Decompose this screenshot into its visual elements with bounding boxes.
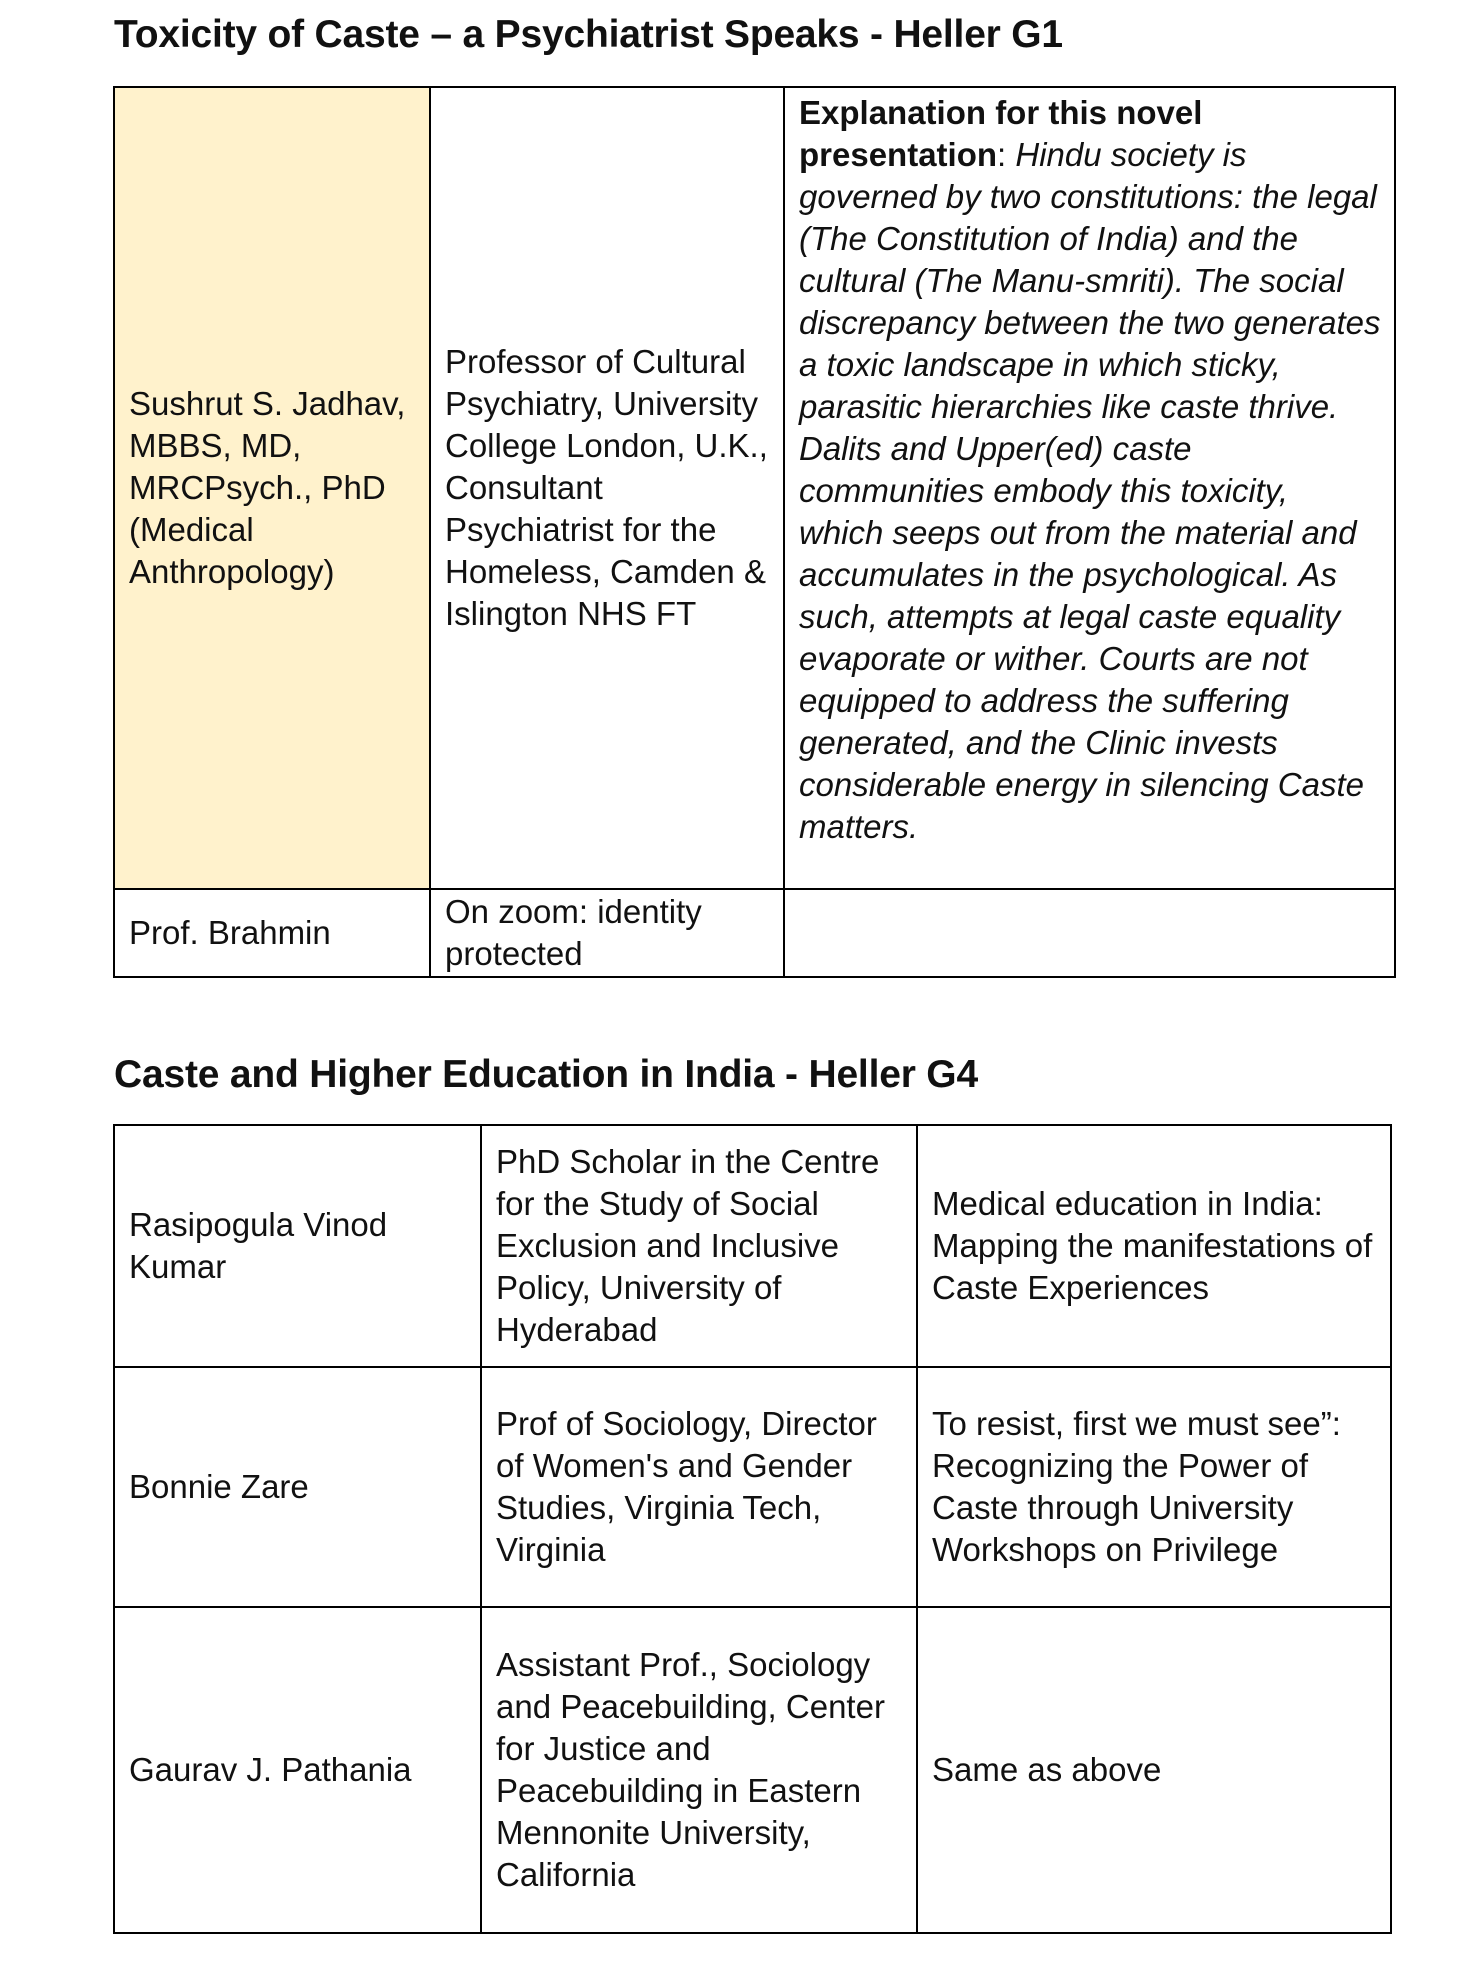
- speaker-affiliation: Assistant Prof., Sociology and Peacebuilding, Center for Justice and Peacebuilding in Eastern Mennonite University, California: [496, 1646, 885, 1893]
- speaker-name: Bonnie Zare: [129, 1468, 309, 1505]
- talk-topic: Same as above: [932, 1751, 1162, 1788]
- speaker-name-cell: [114, 87, 430, 889]
- table-row: [114, 1125, 1391, 1367]
- topic-label: Explanation for this novel presentation: [799, 94, 1203, 173]
- speaker-name: Gaurav J. Pathania: [129, 1751, 412, 1788]
- speaker-affiliation-cell: [481, 1367, 917, 1607]
- speaker-affiliation: PhD Scholar in the Centre for the Study of Social Exclusion and Inclusive Policy, University of Hyderabad: [496, 1143, 880, 1348]
- speaker-affiliation-cell: [481, 1125, 917, 1367]
- talk-topic-cell: [917, 1367, 1391, 1607]
- table-row: [114, 1607, 1391, 1933]
- speaker-name-cell: [114, 1367, 481, 1607]
- session-1-table: [113, 86, 1396, 978]
- speaker-name: Prof. Brahmin: [129, 914, 331, 951]
- speaker-name-cell: [114, 1607, 481, 1933]
- talk-topic: Medical education in India: Mapping the manifestations of Caste Experiences: [932, 1185, 1373, 1306]
- table-row: [114, 889, 1395, 977]
- talk-topic-cell: [917, 1125, 1391, 1367]
- speaker-affiliation: Prof of Sociology, Director of Women's and Gender Studies, Virginia Tech, Virginia: [496, 1405, 877, 1568]
- session-2-table: [113, 1124, 1392, 1934]
- speaker-affiliation-cell: [430, 87, 784, 889]
- speaker-affiliation-cell: [430, 889, 784, 977]
- speaker-name: Sushrut S. Jadhav, MBBS, MD, MRCPsych., PhD (Medical Anthropology): [129, 385, 406, 590]
- speaker-affiliation-cell: [481, 1607, 917, 1933]
- table-row: [114, 87, 1395, 889]
- talk-topic: To resist, first we must see”: Recognizing the Power of Caste through University Workshops on Privilege: [932, 1405, 1341, 1568]
- speaker-name-cell: [114, 1125, 481, 1367]
- session-2-title: Caste and Higher Education in India - Heller G4: [114, 1053, 978, 1096]
- table-row: [114, 1367, 1391, 1607]
- talk-topic-cell: [784, 889, 1395, 977]
- talk-topic-cell: [784, 87, 1395, 889]
- speaker-affiliation: Professor of Cultural Psychiatry, University College London, U.K., Consultant Psychiatrist for the Homeless, Camden & Islington NHS FT: [445, 343, 768, 632]
- speaker-name: Rasipogula Vinod Kumar: [129, 1206, 388, 1285]
- topic-separator: :: [997, 136, 1016, 173]
- topic-text: Hindu society is governed by two constitutions: the legal (The Constitution of India) and the cultural (The Manu-smriti). The social discrepancy between the two generates a toxic landscape in which sticky, parasitic hierarchies like caste thrive. Dalits and Upper(ed) caste communities embody this toxicity, which seeps out from the material and accumulates in the psychological. As such, attempts at legal caste equality evaporate or wither. Courts are not equipped to address the suffering generated, and the Clinic invests considerable energy in silencing Caste matters.: [799, 136, 1381, 845]
- talk-topic-cell: [917, 1607, 1391, 1933]
- session-1-title: Toxicity of Caste – a Psychiatrist Speaks - Heller G1: [114, 13, 1063, 56]
- speaker-name-cell: [114, 889, 430, 977]
- speaker-affiliation: On zoom: identity protected: [445, 893, 702, 972]
